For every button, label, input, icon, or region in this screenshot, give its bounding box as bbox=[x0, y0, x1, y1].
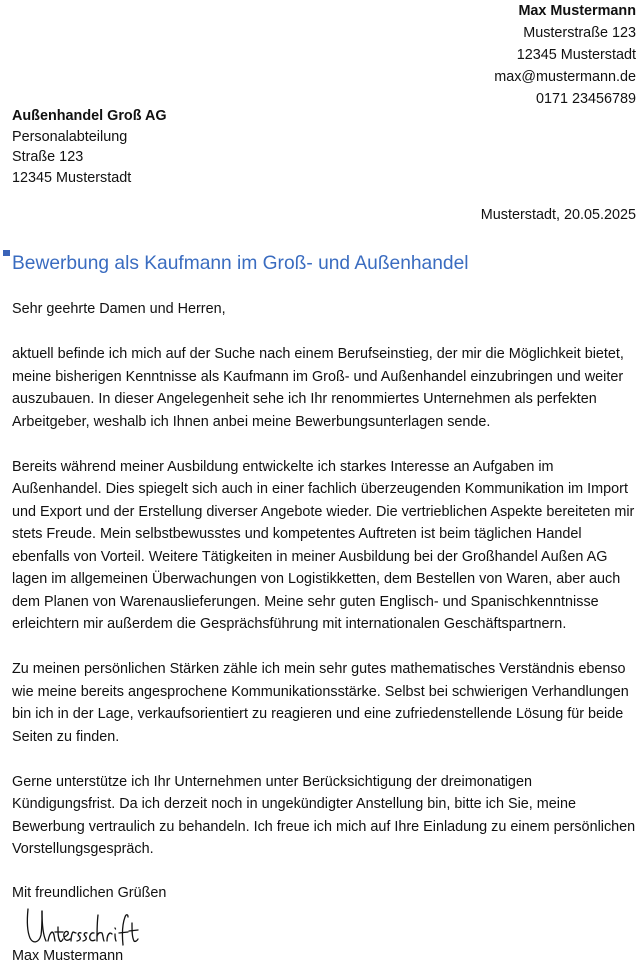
handwritten-signature bbox=[24, 905, 142, 951]
subject-heading: Bewerbung als Kaufmann im Groß- und Außenhandel bbox=[12, 253, 469, 274]
sender-phone: 0171 23456789 bbox=[535, 91, 636, 107]
letter-body bbox=[12, 298, 636, 883]
salutation: Sehr geehrte Damen und Herren, bbox=[12, 301, 226, 317]
signer-name: Max Mustermann bbox=[12, 948, 124, 964]
sender-email: max@mustermann.de bbox=[494, 69, 636, 85]
recipient-street: Straße 123 bbox=[12, 149, 84, 165]
closing: Mit freundlichen Grüßen bbox=[12, 885, 167, 901]
recipient-department: Personalabteilung bbox=[12, 128, 128, 145]
sender-name: Max Mustermann bbox=[518, 3, 636, 19]
sender-city: 12345 Musterstadt bbox=[516, 47, 636, 63]
recipient-city: 12345 Musterstadt bbox=[12, 169, 132, 186]
paragraph-intro: aktuell befinde ich mich auf der Suche nach einem Berufseinstieg, der mir die Möglichkeit bietet, meine bisherigen Kenntnisse als Kaufmann im Groß- und Außenhandel einzubringen und weiter auszubauen. In dieser Angelegenheit sehe ich Ihr renommiertes Unternehmen als perfekten Arbeitgeber, weshalb ich Ihnen anbei meine Bewerbungsunterlagen sende. bbox=[12, 346, 624, 430]
subject-marker bbox=[3, 250, 10, 256]
sender-street: Musterstraße 123 bbox=[523, 25, 636, 41]
paragraph-experience: Bereits während meiner Ausbildung entwickelte ich starkes Interesse an Aufgaben im Außenhandel. Dies spiegelt sich auch in einer fachlich überzeugenden Kommunikation im Import und Export und der Erstellung diverser Angebote wieder. Die vertrieblichen Aspekte bereiteten mir stets Freude. Mein selbstbewusstes und kompetentes Auftreten ist beim täglichen Handel ebenfalls von Vorteil. Weitere Tätigkeiten in meiner Ausbildung bei der Großhandel Außen AG lagen im allgemeinen Überwachungen von Logistikketten, dem Bestellen von Waren, aber auch dem Planen von Warenauslieferungen. Meine sehr guten Englisch- und Spanischkenntnisse erleichtern mir außerdem die Gesprächsführung mit internationalen Geschäftspartnern. bbox=[12, 458, 635, 632]
paragraph-strengths: Zu meinen persönlichen Stärken zähle ich mein sehr gutes mathematisches Verständnis ebenso wie meine bereits angesprochene Kommunikationsstärke. Selbst bei schwierigen Verhandlungen bin ich in der Lage, verkaufsorientiert zu reagieren und eine zufriedenstellende Lösung für beide Seiten zu finden. bbox=[12, 661, 629, 745]
recipient-company: Außenhandel Groß AG bbox=[12, 108, 167, 124]
paragraph-availability: Gerne unterstütze ich Ihr Unternehmen unter Berücksichtigung der dreimonatigen Kündigungsfrist. Da ich derzeit noch in ungekündigter Anstellung bin, bitte ich Sie, meine Bewerbung vertraulich zu behandeln. Ich freue ich mich auf Ihre Einladung zu einem persönlichen Vorstellungsgespräch. bbox=[12, 773, 636, 857]
recipient-address-block bbox=[12, 106, 167, 188]
sender-address-block bbox=[494, 0, 636, 110]
date-line: Musterstadt, 20.05.2025 bbox=[480, 207, 636, 223]
